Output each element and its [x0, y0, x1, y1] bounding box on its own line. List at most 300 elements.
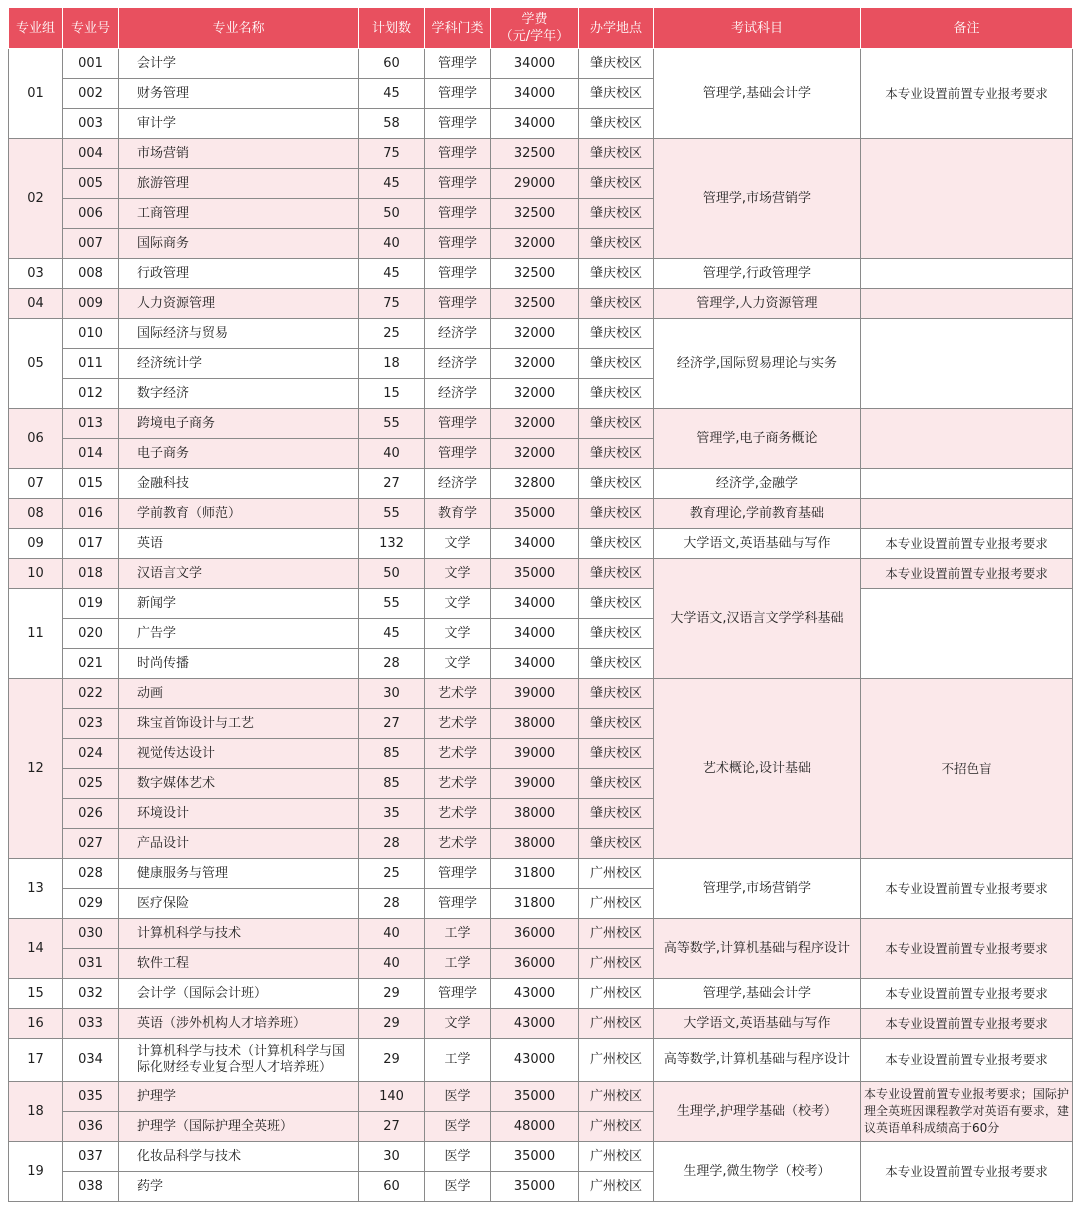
campus-cell: 肇庆校区	[579, 379, 654, 409]
category-cell: 管理学	[425, 169, 491, 199]
group-id-cell: 04	[9, 289, 63, 319]
exam-subjects-cell: 经济学,国际贸易理论与实务	[654, 319, 861, 409]
plan-count-cell: 45	[359, 169, 425, 199]
major-code-cell: 024	[63, 739, 119, 769]
category-cell: 教育学	[425, 499, 491, 529]
header-category: 学科门类	[425, 8, 491, 49]
note-cell	[861, 139, 1073, 259]
note-cell	[861, 289, 1073, 319]
header-subjects: 考试科目	[654, 8, 861, 49]
exam-subjects-cell: 管理学,市场营销学	[654, 139, 861, 259]
major-name-cell: 跨境电子商务	[119, 409, 359, 439]
category-cell: 管理学	[425, 289, 491, 319]
table-row	[9, 499, 1073, 529]
major-name-cell: 电子商务	[119, 439, 359, 469]
category-cell: 文学	[425, 619, 491, 649]
category-cell: 文学	[425, 559, 491, 589]
major-name-cell: 审计学	[119, 109, 359, 139]
major-name-cell: 珠宝首饰设计与工艺	[119, 709, 359, 739]
fee-cell: 31800	[491, 859, 579, 889]
fee-cell: 43000	[491, 979, 579, 1009]
major-name-cell: 工商管理	[119, 199, 359, 229]
exam-subjects-cell: 管理学,基础会计学	[654, 979, 861, 1009]
group-id-cell: 12	[9, 679, 63, 859]
exam-subjects-cell: 艺术概论,设计基础	[654, 679, 861, 859]
campus-cell: 肇庆校区	[579, 259, 654, 289]
fee-cell: 34000	[491, 529, 579, 559]
note-cell: 本专业设置前置专业报考要求	[861, 979, 1073, 1009]
category-cell: 经济学	[425, 349, 491, 379]
campus-cell: 肇庆校区	[579, 649, 654, 679]
fee-cell: 39000	[491, 769, 579, 799]
note-cell: 本专业设置前置专业报考要求	[861, 1039, 1073, 1082]
fee-cell: 32000	[491, 439, 579, 469]
fee-cell: 38000	[491, 829, 579, 859]
major-name-cell: 学前教育（师范）	[119, 499, 359, 529]
major-name-cell: 环境设计	[119, 799, 359, 829]
fee-cell: 32500	[491, 259, 579, 289]
major-name-cell: 化妆品科学与技术	[119, 1142, 359, 1172]
plan-count-cell: 28	[359, 649, 425, 679]
campus-cell: 广州校区	[579, 859, 654, 889]
category-cell: 艺术学	[425, 709, 491, 739]
note-cell: 本专业设置前置专业报考要求	[861, 49, 1073, 139]
group-id-cell: 06	[9, 409, 63, 469]
group-id-cell: 14	[9, 919, 63, 979]
exam-subjects-cell: 管理学,基础会计学	[654, 49, 861, 139]
group-id-cell: 01	[9, 49, 63, 139]
fee-cell: 31800	[491, 889, 579, 919]
major-code-cell: 008	[63, 259, 119, 289]
major-name-cell: 软件工程	[119, 949, 359, 979]
major-name-cell: 市场营销	[119, 139, 359, 169]
major-code-cell: 033	[63, 1009, 119, 1039]
major-name-cell: 英语	[119, 529, 359, 559]
category-cell: 管理学	[425, 409, 491, 439]
major-name-cell: 时尚传播	[119, 649, 359, 679]
campus-cell: 肇庆校区	[579, 229, 654, 259]
campus-cell: 肇庆校区	[579, 139, 654, 169]
campus-cell: 肇庆校区	[579, 169, 654, 199]
plan-count-cell: 40	[359, 229, 425, 259]
major-name-cell: 动画	[119, 679, 359, 709]
category-cell: 管理学	[425, 859, 491, 889]
campus-cell: 肇庆校区	[579, 679, 654, 709]
category-cell: 管理学	[425, 49, 491, 79]
table-row	[9, 919, 1073, 949]
plan-count-cell: 35	[359, 799, 425, 829]
group-id-cell: 15	[9, 979, 63, 1009]
major-name-cell: 经济统计学	[119, 349, 359, 379]
table-row	[9, 259, 1073, 289]
plan-count-cell: 50	[359, 199, 425, 229]
category-cell: 管理学	[425, 439, 491, 469]
major-name-cell: 广告学	[119, 619, 359, 649]
major-code-cell: 010	[63, 319, 119, 349]
campus-cell: 肇庆校区	[579, 619, 654, 649]
table-row	[9, 1142, 1073, 1172]
fee-cell: 36000	[491, 919, 579, 949]
plan-count-cell: 29	[359, 1009, 425, 1039]
header-fee-line2: （元/学年）	[499, 29, 570, 44]
campus-cell: 肇庆校区	[579, 589, 654, 619]
group-id-cell: 05	[9, 319, 63, 409]
plan-count-cell: 29	[359, 979, 425, 1009]
category-cell: 管理学	[425, 79, 491, 109]
plan-count-cell: 45	[359, 619, 425, 649]
table-row	[9, 979, 1073, 1009]
campus-cell: 肇庆校区	[579, 289, 654, 319]
major-code-cell: 023	[63, 709, 119, 739]
table-row	[9, 1082, 1073, 1112]
campus-cell: 肇庆校区	[579, 559, 654, 589]
table-row	[9, 49, 1073, 79]
campus-cell: 肇庆校区	[579, 199, 654, 229]
exam-subjects-cell: 管理学,人力资源管理	[654, 289, 861, 319]
major-code-cell: 019	[63, 589, 119, 619]
exam-subjects-cell: 管理学,电子商务概论	[654, 409, 861, 469]
group-id-cell: 18	[9, 1082, 63, 1142]
table-row	[9, 1039, 1073, 1082]
major-name-cell: 会计学（国际会计班）	[119, 979, 359, 1009]
exam-subjects-cell: 管理学,市场营销学	[654, 859, 861, 919]
major-code-cell: 035	[63, 1082, 119, 1112]
plan-count-cell: 18	[359, 349, 425, 379]
fee-cell: 32000	[491, 379, 579, 409]
campus-cell: 肇庆校区	[579, 799, 654, 829]
group-id-cell: 07	[9, 469, 63, 499]
major-code-cell: 006	[63, 199, 119, 229]
category-cell: 管理学	[425, 229, 491, 259]
major-code-cell: 031	[63, 949, 119, 979]
category-cell: 艺术学	[425, 739, 491, 769]
note-cell	[861, 589, 1073, 679]
fee-cell: 43000	[491, 1009, 579, 1039]
exam-subjects-cell: 大学语文,汉语言文学学科基础	[654, 559, 861, 679]
table-row	[9, 859, 1073, 889]
fee-cell: 34000	[491, 649, 579, 679]
campus-cell: 肇庆校区	[579, 469, 654, 499]
exam-subjects-cell: 大学语文,英语基础与写作	[654, 529, 861, 559]
major-name-cell: 计算机科学与技术（计算机科学与国际化财经专业复合型人才培养班）	[119, 1039, 359, 1082]
fee-cell: 43000	[491, 1039, 579, 1082]
major-name-cell: 护理学（国际护理全英班）	[119, 1112, 359, 1142]
major-code-cell: 025	[63, 769, 119, 799]
major-name-cell: 护理学	[119, 1082, 359, 1112]
major-name-cell: 会计学	[119, 49, 359, 79]
major-code-cell: 003	[63, 109, 119, 139]
group-id-cell: 19	[9, 1142, 63, 1202]
major-name-cell: 数字媒体艺术	[119, 769, 359, 799]
major-code-cell: 020	[63, 619, 119, 649]
campus-cell: 广州校区	[579, 1082, 654, 1112]
category-cell: 管理学	[425, 889, 491, 919]
category-cell: 工学	[425, 919, 491, 949]
campus-cell: 肇庆校区	[579, 709, 654, 739]
fee-cell: 35000	[491, 1172, 579, 1202]
note-cell	[861, 469, 1073, 499]
major-name-cell: 数字经济	[119, 379, 359, 409]
campus-cell: 肇庆校区	[579, 409, 654, 439]
plan-count-cell: 58	[359, 109, 425, 139]
fee-cell: 34000	[491, 619, 579, 649]
category-cell: 管理学	[425, 109, 491, 139]
category-cell: 艺术学	[425, 679, 491, 709]
table-row	[9, 1009, 1073, 1039]
fee-cell: 39000	[491, 739, 579, 769]
header-name: 专业名称	[119, 8, 359, 49]
campus-cell: 肇庆校区	[579, 109, 654, 139]
fee-cell: 35000	[491, 1082, 579, 1112]
note-cell: 本专业设置前置专业报考要求	[861, 559, 1073, 589]
plan-count-cell: 55	[359, 499, 425, 529]
admission-plan-table	[8, 7, 1073, 1202]
campus-cell: 肇庆校区	[579, 79, 654, 109]
plan-count-cell: 85	[359, 769, 425, 799]
category-cell: 艺术学	[425, 769, 491, 799]
note-cell	[861, 319, 1073, 409]
major-code-cell: 002	[63, 79, 119, 109]
major-name-cell: 汉语言文学	[119, 559, 359, 589]
group-id-cell: 17	[9, 1039, 63, 1082]
plan-count-cell: 40	[359, 919, 425, 949]
fee-cell: 29000	[491, 169, 579, 199]
table-row	[9, 289, 1073, 319]
major-code-cell: 022	[63, 679, 119, 709]
campus-cell: 广州校区	[579, 1142, 654, 1172]
fee-cell: 34000	[491, 49, 579, 79]
category-cell: 经济学	[425, 469, 491, 499]
category-cell: 管理学	[425, 259, 491, 289]
group-id-cell: 10	[9, 559, 63, 589]
major-code-cell: 036	[63, 1112, 119, 1142]
group-id-cell: 16	[9, 1009, 63, 1039]
header-note: 备注	[861, 8, 1073, 49]
major-code-cell: 015	[63, 469, 119, 499]
major-name-cell: 旅游管理	[119, 169, 359, 199]
major-name-cell: 金融科技	[119, 469, 359, 499]
major-code-cell: 037	[63, 1142, 119, 1172]
plan-count-cell: 28	[359, 889, 425, 919]
plan-count-cell: 45	[359, 79, 425, 109]
major-code-cell: 005	[63, 169, 119, 199]
fee-cell: 39000	[491, 679, 579, 709]
plan-count-cell: 27	[359, 469, 425, 499]
exam-subjects-cell: 管理学,行政管理学	[654, 259, 861, 289]
plan-count-cell: 75	[359, 139, 425, 169]
fee-cell: 35000	[491, 559, 579, 589]
fee-cell: 32000	[491, 349, 579, 379]
campus-cell: 肇庆校区	[579, 529, 654, 559]
plan-count-cell: 27	[359, 1112, 425, 1142]
note-cell	[861, 259, 1073, 289]
major-name-cell: 新闻学	[119, 589, 359, 619]
note-cell	[861, 409, 1073, 469]
category-cell: 文学	[425, 529, 491, 559]
category-cell: 医学	[425, 1082, 491, 1112]
category-cell: 文学	[425, 649, 491, 679]
campus-cell: 广州校区	[579, 949, 654, 979]
major-code-cell: 034	[63, 1039, 119, 1082]
major-name-cell: 财务管理	[119, 79, 359, 109]
campus-cell: 广州校区	[579, 1172, 654, 1202]
major-code-cell: 032	[63, 979, 119, 1009]
campus-cell: 肇庆校区	[579, 349, 654, 379]
major-code-cell: 021	[63, 649, 119, 679]
plan-count-cell: 40	[359, 949, 425, 979]
major-code-cell: 027	[63, 829, 119, 859]
header-plan: 计划数	[359, 8, 425, 49]
admission-table-container	[8, 7, 1073, 1202]
table-body	[9, 49, 1073, 1202]
major-code-cell: 028	[63, 859, 119, 889]
category-cell: 艺术学	[425, 799, 491, 829]
campus-cell: 广州校区	[579, 889, 654, 919]
note-cell: 本专业设置前置专业报考要求	[861, 1009, 1073, 1039]
group-id-cell: 11	[9, 589, 63, 679]
plan-count-cell: 45	[359, 259, 425, 289]
major-code-cell: 012	[63, 379, 119, 409]
campus-cell: 广州校区	[579, 1009, 654, 1039]
note-cell	[861, 499, 1073, 529]
fee-cell: 34000	[491, 79, 579, 109]
table-row	[9, 139, 1073, 169]
header-fee	[491, 8, 579, 49]
category-cell: 文学	[425, 589, 491, 619]
plan-count-cell: 55	[359, 409, 425, 439]
group-id-cell: 13	[9, 859, 63, 919]
campus-cell: 肇庆校区	[579, 829, 654, 859]
header-fee-line1: 学费	[521, 12, 548, 27]
major-code-cell: 030	[63, 919, 119, 949]
fee-cell: 32000	[491, 319, 579, 349]
major-code-cell: 017	[63, 529, 119, 559]
header-code: 专业号	[63, 8, 119, 49]
plan-count-cell: 27	[359, 709, 425, 739]
plan-count-cell: 15	[359, 379, 425, 409]
group-id-cell: 08	[9, 499, 63, 529]
plan-count-cell: 30	[359, 679, 425, 709]
campus-cell: 肇庆校区	[579, 319, 654, 349]
fee-cell: 32500	[491, 289, 579, 319]
note-cell: 本专业设置前置专业报考要求	[861, 859, 1073, 919]
plan-count-cell: 75	[359, 289, 425, 319]
major-code-cell: 009	[63, 289, 119, 319]
fee-cell: 48000	[491, 1112, 579, 1142]
major-code-cell: 001	[63, 49, 119, 79]
category-cell: 管理学	[425, 139, 491, 169]
table-row	[9, 469, 1073, 499]
category-cell: 工学	[425, 1039, 491, 1082]
table-row	[9, 589, 1073, 619]
campus-cell: 广州校区	[579, 1112, 654, 1142]
exam-subjects-cell: 教育理论,学前教育基础	[654, 499, 861, 529]
category-cell: 管理学	[425, 979, 491, 1009]
exam-subjects-cell: 高等数学,计算机基础与程序设计	[654, 1039, 861, 1082]
major-code-cell: 004	[63, 139, 119, 169]
major-name-cell: 医疗保险	[119, 889, 359, 919]
major-name-cell: 英语（涉外机构人才培养班）	[119, 1009, 359, 1039]
fee-cell: 38000	[491, 709, 579, 739]
table-row	[9, 319, 1073, 349]
category-cell: 工学	[425, 949, 491, 979]
group-id-cell: 09	[9, 529, 63, 559]
category-cell: 经济学	[425, 319, 491, 349]
plan-count-cell: 29	[359, 1039, 425, 1082]
major-code-cell: 011	[63, 349, 119, 379]
campus-cell: 肇庆校区	[579, 439, 654, 469]
plan-count-cell: 60	[359, 49, 425, 79]
campus-cell: 广州校区	[579, 919, 654, 949]
plan-count-cell: 28	[359, 829, 425, 859]
note-cell: 本专业设置前置专业报考要求	[861, 529, 1073, 559]
campus-cell: 广州校区	[579, 979, 654, 1009]
fee-cell: 34000	[491, 109, 579, 139]
table-row	[9, 679, 1073, 709]
major-code-cell: 018	[63, 559, 119, 589]
plan-count-cell: 60	[359, 1172, 425, 1202]
fee-cell: 32500	[491, 199, 579, 229]
plan-count-cell: 85	[359, 739, 425, 769]
exam-subjects-cell: 生理学,微生物学（校考）	[654, 1142, 861, 1202]
category-cell: 管理学	[425, 199, 491, 229]
plan-count-cell: 25	[359, 859, 425, 889]
plan-count-cell: 30	[359, 1142, 425, 1172]
fee-cell: 36000	[491, 949, 579, 979]
fee-cell: 34000	[491, 589, 579, 619]
major-name-cell: 视觉传达设计	[119, 739, 359, 769]
exam-subjects-cell: 经济学,金融学	[654, 469, 861, 499]
category-cell: 医学	[425, 1142, 491, 1172]
major-name-cell: 行政管理	[119, 259, 359, 289]
group-id-cell: 02	[9, 139, 63, 259]
major-code-cell: 026	[63, 799, 119, 829]
major-code-cell: 007	[63, 229, 119, 259]
campus-cell: 肇庆校区	[579, 739, 654, 769]
table-header-row	[9, 8, 1073, 49]
exam-subjects-cell: 高等数学,计算机基础与程序设计	[654, 919, 861, 979]
major-name-cell: 人力资源管理	[119, 289, 359, 319]
major-code-cell: 029	[63, 889, 119, 919]
category-cell: 文学	[425, 1009, 491, 1039]
major-code-cell: 013	[63, 409, 119, 439]
major-name-cell: 药学	[119, 1172, 359, 1202]
fee-cell: 38000	[491, 799, 579, 829]
header-group: 专业组	[9, 8, 63, 49]
category-cell: 医学	[425, 1172, 491, 1202]
note-cell: 本专业设置前置专业报考要求	[861, 919, 1073, 979]
plan-count-cell: 132	[359, 529, 425, 559]
group-id-cell: 03	[9, 259, 63, 289]
fee-cell: 35000	[491, 1142, 579, 1172]
major-name-cell: 产品设计	[119, 829, 359, 859]
category-cell: 艺术学	[425, 829, 491, 859]
note-cell: 本专业设置前置专业报考要求；国际护理全英班因课程教学对英语有要求，建议英语单科成绩高于60分	[861, 1082, 1073, 1142]
major-name-cell: 国际商务	[119, 229, 359, 259]
category-cell: 医学	[425, 1112, 491, 1142]
major-name-cell: 国际经济与贸易	[119, 319, 359, 349]
plan-count-cell: 55	[359, 589, 425, 619]
fee-cell: 32000	[491, 229, 579, 259]
major-code-cell: 016	[63, 499, 119, 529]
plan-count-cell: 140	[359, 1082, 425, 1112]
exam-subjects-cell: 生理学,护理学基础（校考）	[654, 1082, 861, 1142]
fee-cell: 32500	[491, 139, 579, 169]
campus-cell: 广州校区	[579, 1039, 654, 1082]
note-cell: 不招色盲	[861, 679, 1073, 859]
major-code-cell: 014	[63, 439, 119, 469]
fee-cell: 32000	[491, 409, 579, 439]
